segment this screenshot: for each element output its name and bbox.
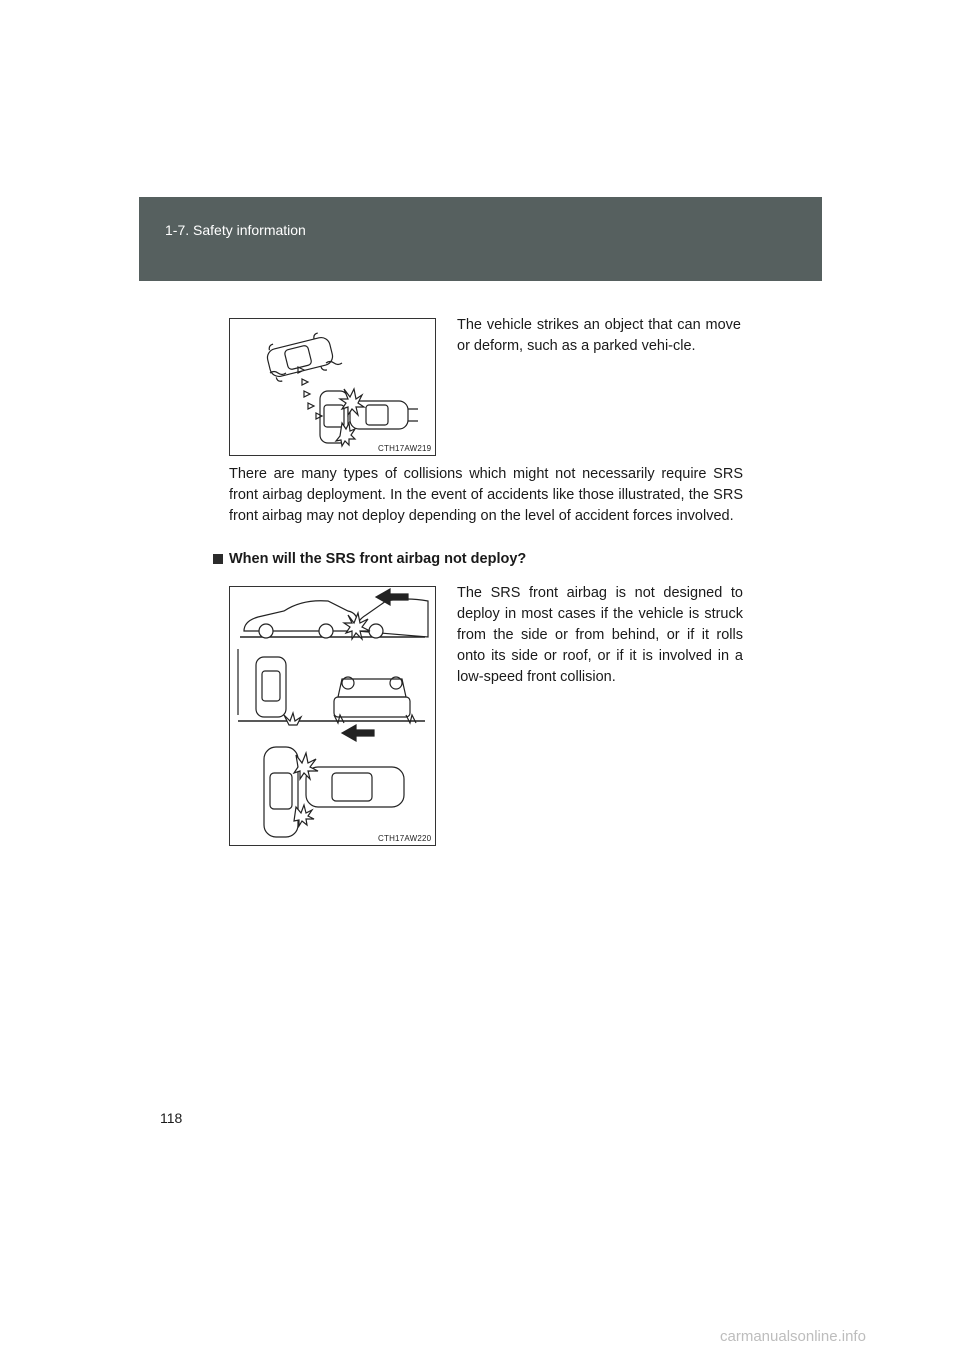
header-band: [139, 197, 822, 281]
watermark: carmanualsonline.info: [720, 1328, 866, 1345]
figure-non-deploy-cases: [229, 586, 436, 846]
figure-code: CTH17AW220: [378, 834, 432, 843]
collision-illustration-1: [230, 319, 435, 455]
body-paragraph: There are many types of collisions which might not necessarily require SRS front airbag deployment. In the event of accidents like those illustrated, the SRS front airbag may not deploy depending on the level of accident forces involved.: [229, 466, 743, 524]
bullet-square-icon: [213, 554, 223, 564]
figure-collision-parked-vehicle: [229, 318, 436, 456]
page-number: 118: [160, 1110, 183, 1126]
subheading-text: When will the SRS front airbag not deploy?: [229, 551, 527, 567]
section-title: 1-7. Safety information: [165, 222, 306, 238]
figure-code: CTH17AW219: [378, 444, 432, 453]
collision-illustration-2: [230, 587, 435, 845]
figure1-caption: The vehicle strikes an object that can move or deform, such as a parked vehi-cle.: [457, 317, 741, 354]
subheading: [213, 551, 526, 567]
figure2-caption: The SRS front airbag is not designed to deploy in most cases if the vehicle is struck from the side or from behind, or if it rolls onto its side or roof, or if it is involved in a low-speed front collision.: [457, 585, 743, 685]
